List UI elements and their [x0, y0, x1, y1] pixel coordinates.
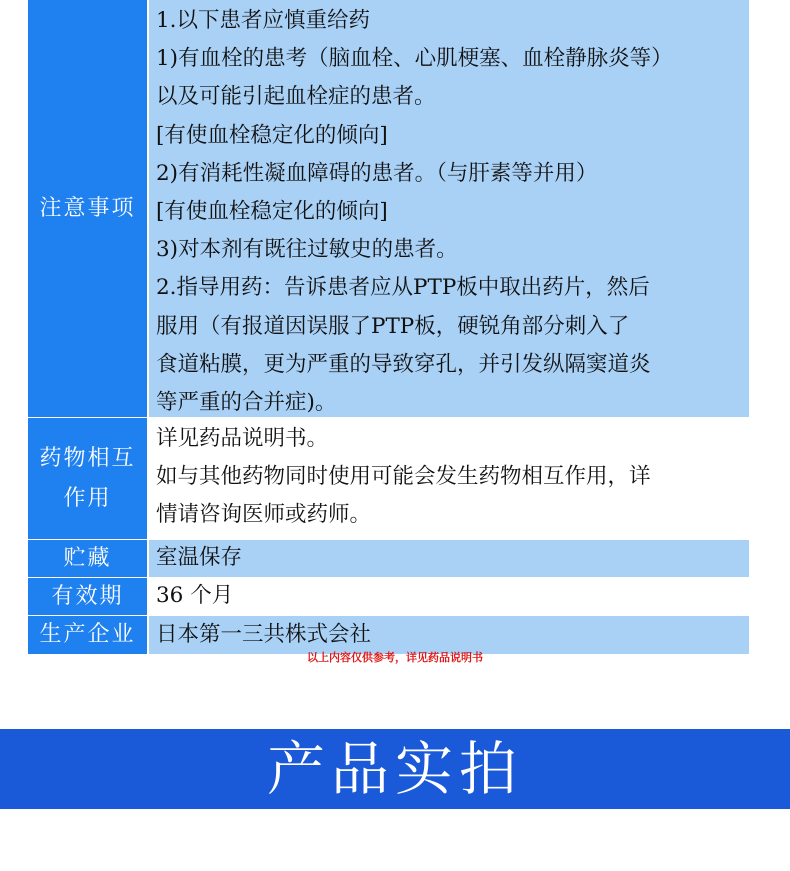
precautions-row: [28, 0, 749, 418]
drug-info-table: [28, 0, 749, 655]
precautions-line: 3)对本剂有既往过敏史的患者。: [156, 237, 458, 263]
interactions-line: 情请咨询医师或药师。: [156, 502, 372, 528]
manufacturer-label: 生产企业: [28, 616, 149, 654]
expiry-row: [28, 578, 749, 616]
disclaimer-note: 以上内容仅供参考，详见药品说明书: [307, 651, 483, 664]
precautions-line: 等严重的合并症)。: [156, 390, 337, 416]
manufacturer-value: 日本第一三共株式会社: [149, 616, 749, 654]
interactions-line: 如与其他药物同时使用可能会发生药物相互作用，详: [156, 464, 651, 490]
interactions-label-line1: 药物相互: [39, 445, 136, 471]
precautions-line: 以及可能引起血栓症的患者。: [156, 84, 436, 110]
precautions-line: [有使血栓稳定化的倾向]: [156, 122, 388, 148]
precautions-line: 1.以下患者应慎重给药: [156, 8, 371, 33]
precautions-line: 服用（有报道因误服了PTP板，硬锐角部分刺入了: [156, 313, 630, 339]
interactions-line: 详见药品说明书。: [156, 426, 329, 451]
precautions-line: 1)有血栓的患考（脑血栓、心肌梗塞、血栓静脉炎等）: [156, 46, 673, 72]
storage-row: [28, 540, 749, 578]
precautions-line: 食道粘膜，更为严重的导致穿孔，并引发纵隔窦道炎: [156, 351, 651, 377]
precautions-label: 注意事项: [28, 0, 149, 417]
section-banner: [0, 729, 790, 809]
interactions-content: [149, 418, 749, 539]
precautions-line: 2)有消耗性凝血障碍的患者。（与肝素等并用）: [156, 160, 598, 186]
precautions-line: [有使血栓稳定化的倾向]: [156, 199, 388, 225]
precautions-line: 2.指导用药：告诉患者应从PTP板中取出药片，然后: [156, 275, 650, 301]
interactions-label: [28, 418, 149, 539]
storage-value: 室温保存: [149, 540, 749, 577]
interactions-row: [28, 418, 749, 540]
expiry-value: 36 个月: [149, 578, 749, 615]
interactions-label-line2: 作用: [63, 485, 112, 511]
storage-label: 贮藏: [28, 540, 149, 577]
precautions-content: [149, 0, 749, 417]
expiry-label: 有效期: [28, 578, 149, 615]
banner-title: 产品实拍: [266, 735, 523, 803]
